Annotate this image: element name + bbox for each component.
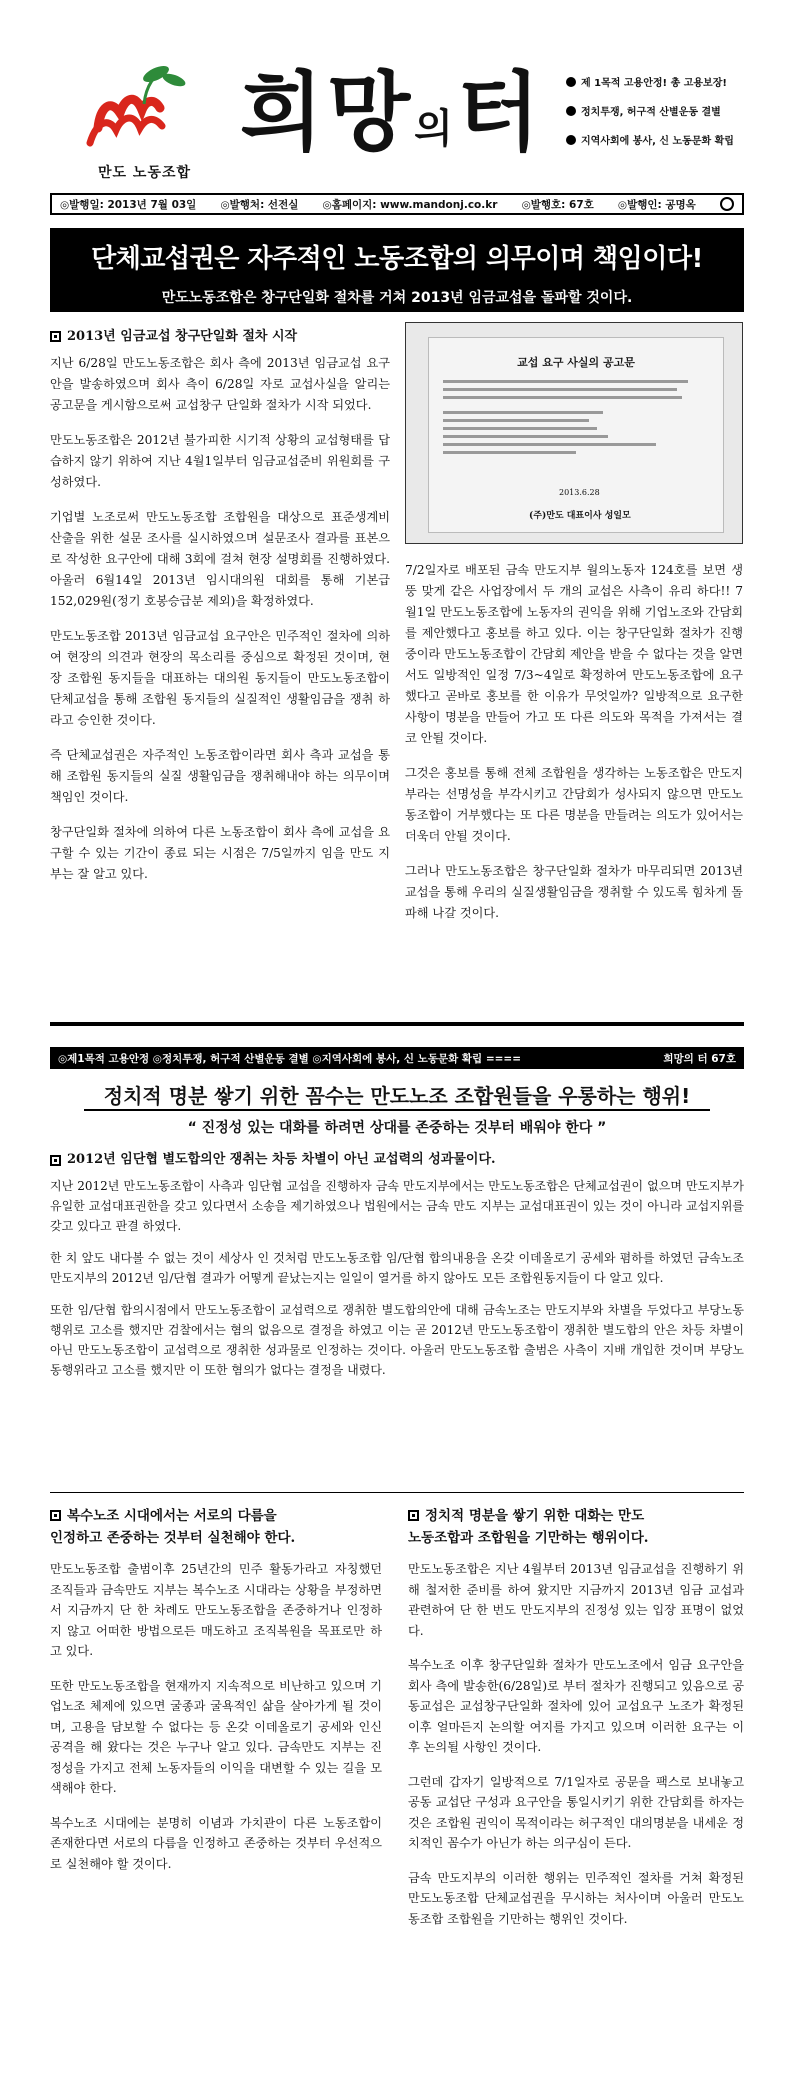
- paragraph: 즉 단체교섭권은 자주적인 노동조합이라면 회사 측과 교섭을 통해 조합원 동지들의 실질 생활임금을 쟁취해내야 하는 의무이며 책임인 것이다.: [50, 748, 390, 804]
- column-heading: 정치적 명분을 쌓기 위한 대화는 만도 노동조합과 조합원을 기만하는 행위이다.: [408, 1508, 649, 1546]
- lead-headline: 단체교섭권은 자주적인 노동조합의 의무이며 책임이다!: [91, 244, 703, 274]
- publication-info-bar: [50, 193, 744, 215]
- notice-document: [428, 337, 724, 533]
- notice-date: 2013.6.28: [559, 488, 600, 497]
- lead-left-column: [50, 326, 390, 899]
- slogan-item: 정치투쟁, 허구적 산별운동 결별: [566, 103, 744, 118]
- paragraph: 그런데 갑자기 일방적으로 7/1일자로 공문을 팩스로 보내놓고 공동 교섭단 구성과 요구안을 통일시키기 위한 간담회를 하자는 것은 조합원 권익이 목적이라는 허구적인 대의명분을 내세운 정치적인 꼼수가 아닌가 하는 의구심이 든다.: [408, 1774, 744, 1850]
- bullet-icon: [566, 135, 576, 145]
- section-heading: 2013년 임금교섭 창구단일화 절차 시작: [50, 326, 390, 347]
- publisher: ◎발행처: 선전실: [220, 198, 299, 211]
- bottom-right-column: [408, 1505, 744, 1943]
- paragraph: 창구단일화 절차에 의하여 다른 노동조합이 회사 측에 교섭을 요구할 수 있는 기간이 종료 되는 시점은 7/5일까지 임을 만도 지부는 잘 알고 있다.: [50, 825, 390, 881]
- title-part-1: 희망: [240, 63, 415, 163]
- bullet-icon: [566, 106, 576, 116]
- paragraph: 만도노동조합은 지난 4월부터 2013년 임금교섭을 진행하기 위해 철저한 준비를 하여 왔지만 지금까지 2013년 임금 교섭과 관련하여 단 한 번도 만도지부의 진정성 있는 입장 표명이 없었다.: [408, 1562, 744, 1638]
- issue-tag: 희망의 터 67호: [663, 1052, 736, 1065]
- title-part-3: 터: [456, 63, 544, 163]
- bullet-icon: [566, 77, 576, 87]
- paragraph: 지난 6/28일 만도노동조합은 회사 측에 2013년 임금교섭 요구안을 발송하였으며 회사 측이 6/28일 자로 교섭사실을 알리는 공고문을 게시함으로써 교섭창구 단일화 절차가 시작 되었다.: [50, 356, 390, 412]
- masthead: [50, 40, 744, 190]
- section-heading: 2012년 임단협 별도합의안 쟁취는 차등 차별이 아닌 교섭력의 성과물이다.: [50, 1150, 744, 1170]
- paragraph: 기업별 노조로써 만도노동조합 조합원을 대상으로 표준생계비 산출을 위한 설문 조사를 실시하였으며 설문조사 결과를 표본으로 작성한 요구안에 대해 3회에 걸쳐 현장 설명회를 진행하였다. 아울러 6월14일 2013년 임시대의원 대회를 통해 기본급 152,029원(정기 호봉승급분 제외)을 확정하였다.: [50, 510, 390, 608]
- slogan-list: [566, 74, 744, 161]
- second-article-body: [50, 1150, 744, 1392]
- notice-signature: (주)만도 대표이사 성일모: [529, 511, 631, 521]
- second-headline: 정치적 명분 쌓기 위한 꼼수는 만도노조 조합원들을 우롱하는 행위!: [103, 1084, 691, 1108]
- second-subheadline: “ 진정성 있는 대화를 하려면 상대를 존중하는 것부터 배워야 한다 ”: [187, 1120, 607, 1136]
- title-part-2: 의: [414, 106, 457, 152]
- column-heading: 복수노조 시대에서는 서로의 다름을 인정하고 존중하는 것부터 실천해야 한다.: [50, 1508, 296, 1546]
- paragraph: 복수노조 시대에는 분명히 이념과 가치관이 다른 노동조합이 존재한다면 서로의 다름을 인정하고 존중하는 것부터 우선적으로 실천해야 할 것이다.: [50, 1815, 382, 1871]
- notice-photo: [405, 322, 743, 544]
- paragraph: 지난 2012년 만도노동조합이 사측과 임단협 교섭을 진행하자 금속 만도지부에서는 만도노동조합은 단체교섭권이 없으며 만도지부가 유일한 교섭대표권한을 갖고 있다면서 소송을 제기하였으나 법원에서는 금속 만도 지부는 교섭대표권이 있는 것이 아니라 교섭지위를 갖고 있다고 판결 하였다.: [50, 1179, 744, 1233]
- slogan-item: 제 1목적 고용안정! 총 고용보장!: [566, 74, 744, 89]
- square-bullet-icon: [50, 331, 61, 342]
- section-divider: [50, 1022, 744, 1026]
- bottom-left-column: [50, 1505, 382, 1888]
- newsletter-title: [240, 63, 544, 163]
- slogan-bar: [50, 1047, 744, 1069]
- square-bullet-icon: [50, 1155, 61, 1166]
- union-name: 만도 노동조합: [98, 165, 192, 181]
- paragraph: 또한 임/단협 합의시점에서 만도노동조합이 교섭력으로 쟁취한 별도합의안에 대해 금속노조는 만도지부와 차별을 두었다고 부당노동행위로 고소를 했지만 검찰에서는 혐의 없음으로 결정을 하였고 이는 곧 2012년 만도노동조합이 쟁취한 별도합의 안은 차등 차별이 아닌 만도노동조합이 교섭력으로 쟁취한 성과물로 인정하는 것이다. 아울러 만도노동조합 출범은 사측이 지배 개입한 것이며 부당노동행위라고 고소를 했지만 이 또한 혐의가 없다는 결정을 내렸다.: [50, 1303, 744, 1377]
- paragraph: 또한 만도노동조합을 현재까지 지속적으로 비난하고 있으며 기업노조 체제에 있으면 굴종과 굴욕적인 삶을 살아가게 될 것이며, 고용을 담보할 수 없다는 등 온갖 이데올로기 공세와 인신공격을 해 왔다는 것은 누구나 알고 있다. 금속만도 지부는 진정성을 가지고 전체 노동자들의 이익을 대변할 수 있는 길을 모색해야 한다.: [50, 1678, 382, 1795]
- square-bullet-icon: [50, 1510, 61, 1521]
- paragraph: 만도노동조합 출범이후 25년간의 민주 활동가라고 자칭했던 조직들과 금속만도 지부는 복수노조 시대라는 상황을 부정하면서 지금까지 단 한 차례도 만도노동조합을 존중하거나 인정하지 않고 어떠한 방법으로든 매도하고 조직복원을 목표로만 하고 있다.: [50, 1562, 382, 1658]
- paragraph: 한 치 앞도 내다볼 수 없는 것이 세상사 인 것처럼 만도노동조합 임/단협 합의내용을 온갖 이데올로기 공세와 폄하를 하였던 금속노조 만도지부의 2012년 임/단협 결과가 어떻게 끝났는지는 일일이 열거를 하지 않아도 모든 조합원동지들이 다 알고 있다.: [50, 1251, 744, 1285]
- paragraph: 만도노동조합 2013년 임금교섭 요구안은 민주적인 절차에 의하여 현장의 의견과 현장의 목소리를 중심으로 확정된 것이며, 현장 조합원 동지들을 대표하는 대의원 동지들이 만도노동조합이 단체교섭을 통해 조합원 동지들의 실질적인 생활임금을 쟁취 하라고 승인한 것이다.: [50, 629, 390, 727]
- paragraph: 7/2일자로 배포된 금속 만도지부 월의노동자 124호를 보면 생뚱 맞게 같은 사업장에서 두 개의 교섭은 사측이 유리 하다!! 7월1일 만도노동조합에 노동자의 권익을 위해 기업노조와 간담회를 제안했다고 홍보를 하고 있다. 이는 창구단일화 절차가 진행 중이라 만도노동조합이 간담회 제안을 받을 수 없다는 것을 알면서도 일방적인 일정 7/3~4일로 확정하여 만도노동조합에 요구 했다고 곧바로 홍보를 한 이유가 무엇일까? 일방적으로 요구한 사항이 명분을 만들어 가고 또 다른 의도와 목적을 가져서는 결코 안될 것이다.: [405, 563, 743, 745]
- slogan-bar-text: ◎제1목적 고용안정 ◎정치투쟁, 허구적 산별운동 결별 ◎지역사회에 봉사, 신 노동문화 확립 ====: [58, 1052, 522, 1065]
- headline-underline: [84, 1109, 710, 1111]
- square-bullet-icon: [408, 1510, 419, 1521]
- notice-title: 교섭 요구 사실의 공고문: [517, 356, 635, 369]
- slogan-item: 지역사회에 봉사, 신 노동문화 확립: [566, 132, 744, 147]
- union-logo-icon: [80, 58, 190, 158]
- paragraph: 그러나 만도노동조합은 창구단일화 절차가 마무리되면 2013년 교섭을 통해 우리의 실질생활임금을 쟁취할 수 있도록 힘차게 돌파해 나갈 것이다.: [405, 864, 743, 920]
- lead-subheadline: 만도노동조합은 창구단일화 절차를 거쳐 2013년 임금교섭을 돌파할 것이다.: [161, 290, 633, 306]
- issue-date: ◎발행일: 2013년 7월 03일: [60, 198, 197, 211]
- seal-icon: [720, 197, 734, 211]
- lead-right-column: [405, 560, 743, 938]
- section-divider: [50, 1492, 744, 1493]
- paragraph: 그것은 홍보를 통해 전체 조합원을 생각하는 노동조합은 만도지부라는 선명성을 부각시키고 간담회가 성사되지 않으면 만도노동조합이 거부했다는 또 다른 명분을 만들려는 의도가 있어서는 더욱더 안될 것이다.: [405, 766, 743, 843]
- issuer: ◎발행인: 공명옥: [617, 198, 696, 211]
- paragraph: 만도노동조합은 2012년 불가피한 시기적 상황의 교섭형태를 답습하지 않기 위하여 지난 4월1일부터 임금교섭준비 위원회를 구성하였다.: [50, 433, 390, 489]
- issue-number: ◎발행호: 67호: [521, 198, 594, 211]
- paragraph: 복수노조 이후 창구단일화 절차가 만도노조에서 임금 요구안을 회사 측에 발송한(6/28일)로 부터 절차가 진행되고 있음으로 공동교섭은 교섭창구단일화 절차에 있어 교섭요구 노조가 확정된 이후 얼마든지 논의할 여지를 가지고 있으며 이러한 요구는 이후 논의될 사항인 것이다.: [408, 1658, 744, 1754]
- lead-headline-box: [50, 228, 744, 312]
- paragraph: 금속 만도지부의 이러한 행위는 민주적인 절차를 거쳐 확정된 만도노동조합 단체교섭권을 무시하는 처사이며 아울러 만도노동조합 조합원을 기만하는 행위인 것이다.: [408, 1870, 744, 1926]
- homepage-link[interactable]: ◎홈페이지: www.mandonj.co.kr: [322, 198, 498, 211]
